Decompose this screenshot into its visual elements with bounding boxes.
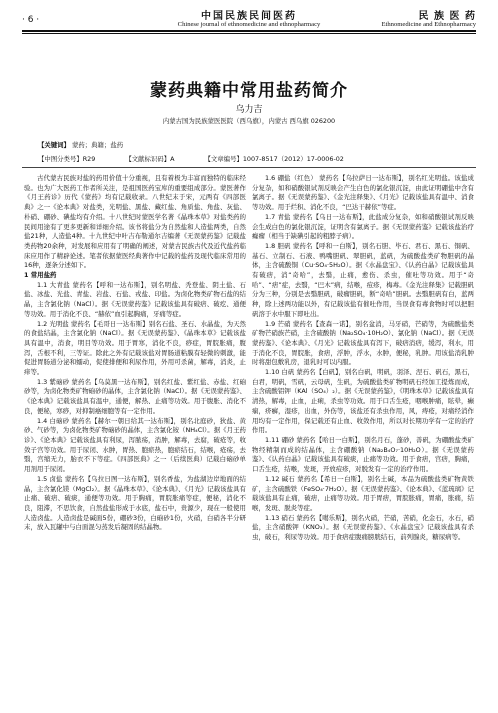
- keywords-label: 【关键词】: [38, 141, 70, 149]
- body-paragraph: 1.11 硼砂 蒙药名【哈日一白斯】，别名月石，蓬砂，善矾，为硼酸盐类矿物经精制而成的结晶体，主含硼酸钠（Na₂B₄O₇·10H₂O）。据《无误蒙药鉴》、《认药白晶》记载该盐具有破痰，止痛等功效。用于食痞，宫痞，胸痛，口舌生疮，结喉，发斑，开放痘疹，对脱发有一定的治疗作用。: [252, 435, 474, 474]
- body-paragraph: 1.10 白矾 蒙药名【白矾】，别名白矾，明矾，羽泽、涅石、矾石，黑石，白君，明矾，雪矾，云母矾，生矾，为硫酸盐类矿物明矾石经加工提炼而成，主含硫酸铝钾（KAl（SO₄）₂）。据《无误蒙药鉴》，《明珠本草》记载该盐具有清热，解毒，止血，止痢，杀虫等功效。用于口舌生疮，咽喉肿痛，眩晕，癫痫，疥癣，湿疹，出血，外伤等，该盐还有杀虫作用，风，痔疮，对痛经消作用均有一定作用，保记载还有止血、收敛作用，所以对长期功学有一定的治疗作用。: [252, 368, 474, 435]
- article-title: 蒙药典籍中常用盐药简介: [150, 81, 348, 101]
- author-name: 乌力吉: [235, 105, 263, 115]
- document-code: 【文献标识码】A: [125, 155, 175, 163]
- header-rule-thin: [22, 33, 476, 34]
- body-paragraph: 1.1 大青盐 蒙药名【呼和一达布斯】，别名明盐、秃登盐、阴土盐、石盐、冰盐、光盐、青盐、岩盐、石盐、戎盐、印盐。为卤化物类矿物石盐的结晶，主含氯化钠（NaCl）。据《无误蒙药鉴》记载该盐具有破痞、破疙、通便等功效。用于消化不良、“赫依”血引起胸痛，牙痛等症。: [24, 280, 246, 318]
- page-number: · 6 ·: [22, 15, 40, 25]
- body-paragraph: 1.5 卤盐 蒙药名【乌拉日图一达布斯】，别名香盐，为盐湖边岸地面的结晶，主含氯化镁（MgCl₂）。据《晶珠本草》、《论本典》、《月光》记载该盐具有止痛、破痞、破痰，通便等功效。用于胸痛，胃脘胀痛等症，便秘，消化不良，阻滞，不思饮食，自然盐盐形成于水底，盐石中，贵源少，现在一般使用人造卤盐。人造卤盐是碱面5份，硼砂3份，白硇砂1份，火硝，白硝各半分研末，放入瓦罐中与白面混匀蒸发后凝固的结晶物。: [24, 474, 246, 532]
- body-paragraph: 1.12 碱石 蒙药名【希日一白斯】，别名土碱，本品为硫酸盐类矿物黄铁矿，主含硫酸铁（FeSO₄·7H₂O）。据《无误蒙药鉴》、《论本典》、《蓝琉璃》记载该盐具有止痛，破痞，止痛等功效。用于胃痞，胃脘胀痛，胃痛，胀痛，结喉，发斑、脱炎等症。: [252, 474, 474, 512]
- body-column-left: [24, 174, 246, 533]
- section-title-cn: 民 族 医 药: [418, 11, 476, 22]
- body-paragraph: 1.9 芒硝 蒙药名【查森一诺】，别名盆消，马牙硝，芒硝等，为硫酸盐类矿物芒硝族芒硝，主含硫酸钠（Na₂SO₄·10H₂O）、氯化钠（NaCl）。据《无误蒙药鉴》、《论本典》、《月光》记载该盐具有泻下，破痞消痞，缓泻，利水，用于消化不良，胃脘胀，食痞，浮肿，浮水，水肿，便秘，乳肿。用该盐消乳肿时将甜包敷乳房，退乳时可以内服。: [252, 319, 474, 367]
- article-id: 【文章编号】1007-8517（2012）17-0006-02: [204, 155, 344, 163]
- body-paragraph: 1.7 青盐 蒙药名【乌日一达布斯】，此盐成分复杂，如和硝酸银试剂反映会生成白色的氯化银沉淀，证明含有氯离子。据《无误蒙药鉴》记载该盐治疗癃瘤（相当于缺碘引起的粗脖子病）。: [252, 212, 474, 241]
- body-paragraph: 1.6 硼盐（红色） 蒙药名【乌拉萨日一达布斯】，别名红光明盐。该盐成分复杂，如和硝酸银试剂反映会产生白色的氯化银沉淀，由此证明硼盐中含有氯离子。据《无误蒙药鉴》、《金光注释集》、《月光》记载该盐具有温中、消食等功效。用于烂积、消化不良，“巴达干赫依”等症。: [252, 174, 474, 212]
- body-paragraph: 1.3 紫硇砂 蒙药名【乌莫黑一达布斯】，别名红盐、紫红盐、赤盐、红硇砂等，为卤化物类矿物硇砂的晶体，主含氯化钠（NaCl）。据《无误蒙药鉴》、《论本典》记载该盐具有温中，通便，解热、止痛等功效。用于腹胀、消化不良，便秘，寒痧，对抑制癌细胞等有一定作用。: [24, 377, 246, 415]
- body-column-right: [252, 174, 474, 543]
- section-heading: 1 常用盐药: [24, 271, 57, 280]
- journal-title-cn: 中国民族民间医药: [201, 11, 297, 22]
- body-paragraph: 1.13 硝石 蒙药名【噶乐斯】，别名火硝，芒硝，苦硝，化金石，水石，硝盐，主含硝酸钾（KNO₃）。据《无误蒙药鉴》、《水晶盘宝》记载该盐具有杀虫，破石，利尿等功效。用于食痞症腹痛膀胱结石，前列腺炎，糖尿病等。: [252, 513, 474, 542]
- clc-number: 【中图分类号】R29: [38, 155, 96, 163]
- body-paragraph: 1.8 胆矾 蒙药名【呼和一白斯】，别名石胆、毕石、君石、黑石、铜矾、基石、立制石、石液、鸭嘴胆矾、翠胆矾，蓝矾，为硫酸盐类矿物胆矾的晶体，主含硫酸铜（Cu·SO₄·5H₂O）。据《水晶盘宝》、《认药白晶》记载该盐具有破痞，消“奇哈”，去翳，止痛，愈伤、杀虫，催吐等功效。用于“奇哈”、“痞”症，去翳，“巴木”病，结喉，痘疹，梅毒。《金光注释集》记载胆矾分为三种，分别是去翳胆矾，破瘤胆矾，断“奇哈”胆矾。去翳胆矾有白，蓝两种，除上述两功能以外，有记载该盐有催吐作用，当误食有毒食物时可以把胆矾溶于水中服下即吐出。: [252, 241, 474, 318]
- body-paragraph: 1.2 光明盐 蒙药名【毛哥日一达布斯】别名石盐、圣石、水晶盐，为天然的食盐结晶，主含氯化钠（NaCl）。据《无误蒙药鉴》、《晶珠本草》记载该盐具有温中，消食，明目等功效。用于胃寒，消化不良，痧症，胃脘胀痛，腹泻，舌根不利，三等证。除此之外有记载该盐对胃肠道粘膜有轻微的刺激，能促进胃肠道分泌和蠕动，促使排便和利尿作用，外用可杀菌，解毒，消炎，止痒等。: [24, 319, 246, 377]
- author-affiliation: 内蒙古国为民族蒙医医院（西乌旗），内蒙古 西乌旗 026200: [162, 117, 336, 125]
- journal-title-en: Chinese journal of ethnomedicine and ethnopharmacy: [177, 21, 321, 28]
- section-title-en: Ethnomedicine and Ethnopharmacy: [381, 21, 476, 28]
- running-header: [22, 4, 476, 40]
- classification-line: [38, 154, 372, 163]
- keywords-text: 蒙药；典籍；盐药: [72, 141, 124, 149]
- abstract-rule: [22, 167, 476, 168]
- header-rule-thick: [22, 30, 476, 32]
- body-paragraph: 1.4 白硇砂 蒙药名【赫尔一朝日给其一达布斯】，别名北庭砂，狄盐、黄砂、气砂等，为卤化物类矿物硇砂的晶体，主含氯化铵（NH₄Cl）。据《月王药诊》、《论本典》记载该盐具有利尿，泻脓疡，消肿，解毒，去腐，破疮等，收敛子宫等功效。用于尿闭、水肿，胃热、胞瘀热，胞瘀结石，结喉，疮疡，去翳，宫缩无力，胎衣不下等症。《四部医典》之一（后续医典）记载白硇砂单用剂用于尿闭。: [24, 416, 246, 474]
- keywords-line: [38, 140, 123, 149]
- body-paragraph: 古代蒙古民族对盐的药用价值十分重视，且有着极为丰富而独特的临床经验。也为广大医药工作者所关注，是祖国医药宝库的重要组成部分。蒙医著作《月王药诊》历代《蒙药》均有记载收录。八世纪末于宋，元两有《四部医典》之一《论本典》对盐类，光明盐、黑盐、藏红盐、角质盐、角盐、灰盐、朴硝、硼砂、碘盐均有介绍。十八世纪时蒙医学名著《晶珠本草》对盐类药的民间用途有了更多更新和详细介绍。该书将盐分为自然盐和人造盐两类，自然盐21种，人造盐4种。十九世纪中叶吉布勒通尔吉编著《无误蒙药鉴》记载盐类药物20余种，对发展和应用有了明确的阐述，对蒙古民族古代及近代盐药临床应用作了精辟论述。笔者依据蒙医经典著作中记载的盐药及现代临床常用的16种，逐条分述如下。: [24, 174, 246, 270]
